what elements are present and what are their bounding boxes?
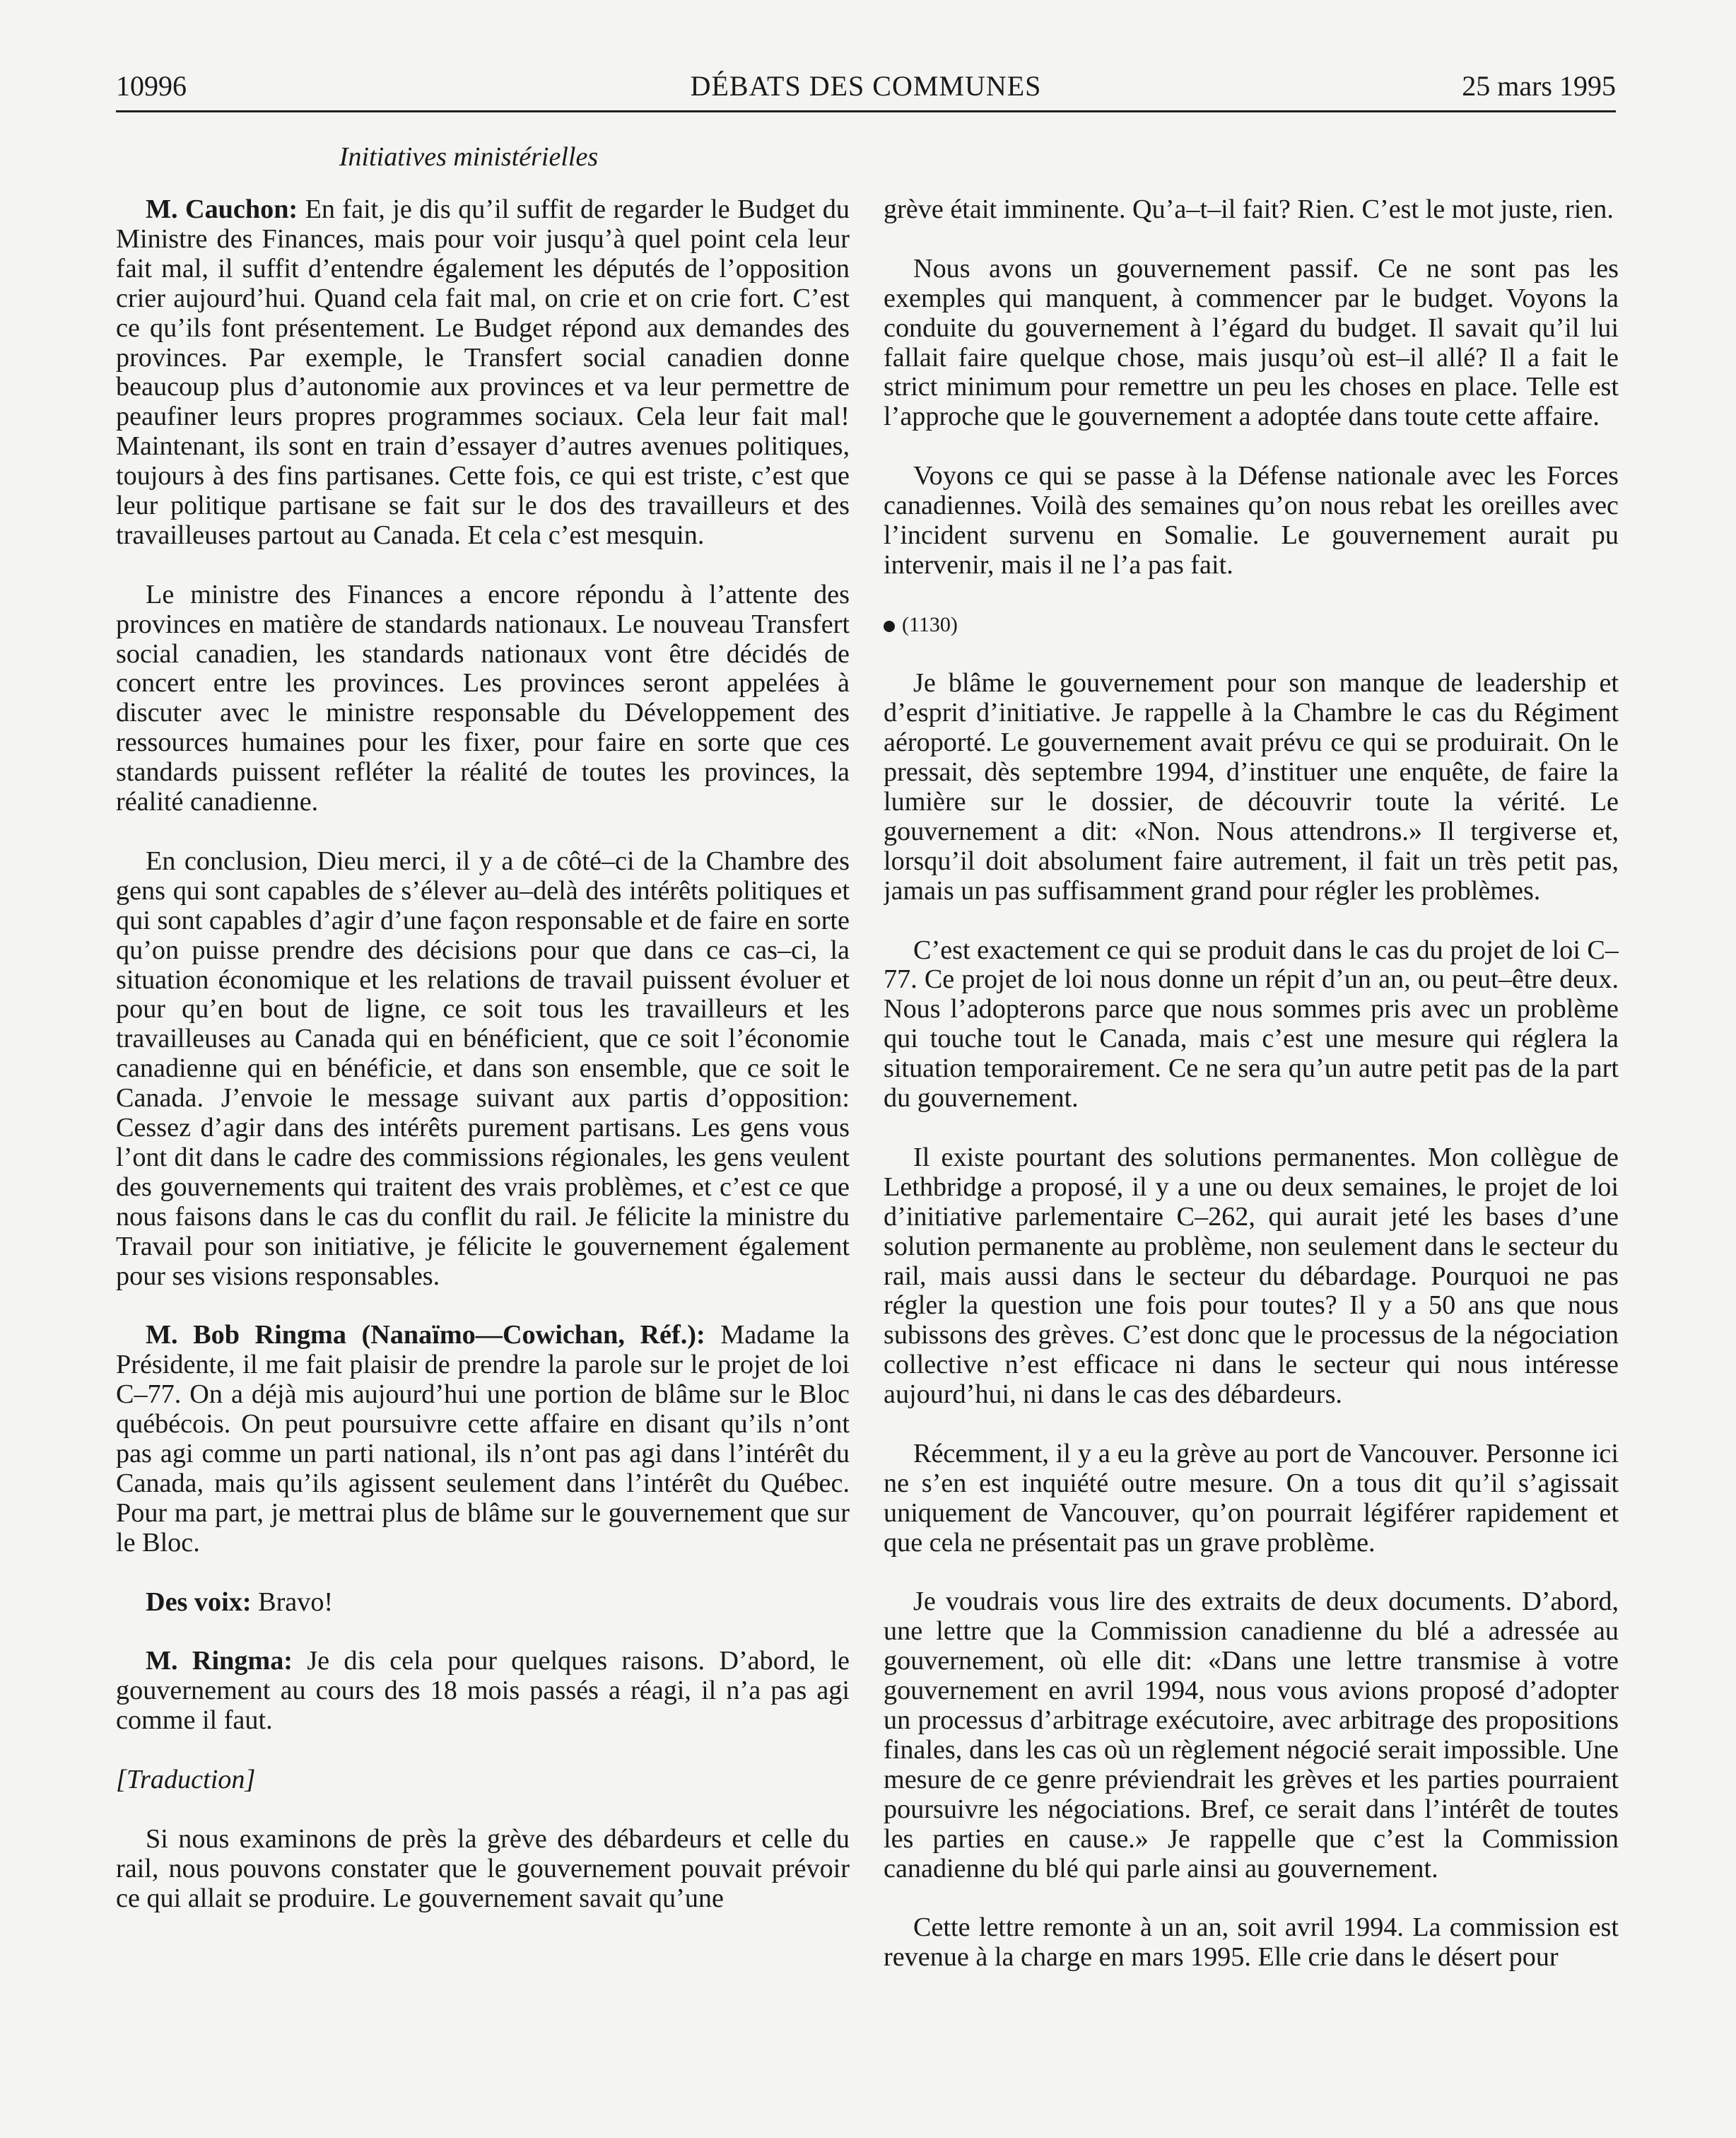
speaker-name: Des voix: (146, 1587, 252, 1617)
paragraph-text: En fait, je dis qu’il suffit de regarder le Budget du Ministre des Finances, mais pour voir jusqu’à quel point cela leur fait mal, il suffit d’entendre également les députés de l’opposition crier aujourd’hui. Quand cela fait mal, on crie et on crie fort. C’est ce qu’ils font présentement. Le Budget répond aux demandes des provinces. Par exemple, le Transfert social canadien donne beaucoup plus d’autonomie aux provinces et va leur permettre de peaufiner leurs propres programmes sociaux. Cela leur fait mal! Maintenant, ils sont en train d’essayer d’autres avenues politiques, toujours à des fins partisanes. Cette fois, ce qui est triste, c’est que leur politique partisane se fait sur le dos des travailleurs et des travailleuses partout au Canada. Et cela c’est mesquin. (116, 195, 850, 550)
paragraph: Récemment, il y a eu la grève au port de Vancouver. Personne ici ne s’en est inquiété outre mesure. On a tous dit qu’il s’agissait uniquement de Vancouver, qu’on pourrait légiférer rapidement et que cela ne présentait pas un grave problème. (884, 1438, 1619, 1558)
header-rule (116, 110, 1616, 112)
paragraph: Le ministre des Finances a encore répondu à l’attente des provinces en matière de standards nationaux. Le nouveau Transfert social canadien, les standards nationaux vont être décidés de concert entre les provinces. Les provinces seront appelées à discuter avec le ministre responsable du Développement des ressources humaines pour les fixer, pour faire en sorte que ces standards puissent refléter la réalité de toutes les provinces, la réalité canadienne. (116, 579, 850, 817)
translation-note: [Traduction] (116, 1764, 256, 1794)
right-column (884, 195, 1619, 2118)
speaker-name: M. Cauchon: (146, 195, 298, 224)
issue-date: 25 mars 1995 (1462, 70, 1616, 102)
paragraph (116, 1647, 850, 1736)
speaker-name: M. Ringma: (146, 1646, 293, 1676)
paragraph: Je blâme le gouvernement pour son manque de leadership et d’esprit d’initiative. Je rappelle à la Chambre le cas du Régiment aéroporté. Le gouvernement avait prévu ce qui se produirait. On le pressait, dès septembre 1994, d’instituer une enquête, de faire la lumière sur le dossier, de découvrir toute la vérité. Le gouvernement a dit: «Non. Nous attendrons.» Il tergiverse et, lorsqu’il doit absolument faire autrement, il fait un très petit pas, jamais un pas suffisamment grand pour régler les problèmes. (884, 668, 1619, 906)
section-title: Initiatives ministérielles (339, 142, 599, 172)
paragraph (116, 1588, 850, 1618)
paragraph: Voyons ce qui se passe à la Défense nationale avec les Forces canadiennes. Voilà des semaines qu’on nous rebat les oreilles avec l’incident survenu en Somalie. Le gouvernement aurait pu intervenir, mais il ne l’a pas fait. (884, 461, 1619, 580)
paragraph-text: Bravo! (251, 1587, 334, 1617)
paragraph (116, 195, 850, 551)
left-column (116, 195, 850, 2118)
paragraph: Il existe pourtant des solutions permanentes. Mon collègue de Lethbridge a proposé, il y a une ou deux semaines, le projet de loi d’initiative parlementaire C–262, qui aurait jeté les bases d’une solution permanente au problème, non seulement dans le secteur du rail, mais aussi dans le secteur du débardage. Pourquoi ne pas régler la question une fois pour toutes? Il y a 50 ans que nous subissons des grèves. C’est donc que le processus de la négociation collective n’est efficace ni dans le secteur qui nous intéresse aujourd’hui, ni dans le cas des débardeurs. (884, 1142, 1619, 1410)
paragraph (116, 1321, 850, 1558)
paragraph: En conclusion, Dieu merci, il y a de côté–ci de la Chambre des gens qui sont capables de s’élever au–delà des intérêts politiques et qui sont capables d’agir d’une façon responsable et de faire en sorte qu’on puisse prendre des décisions pour que dans ce cas–ci, la situation économique et les relations de travail puissent évoluer et pour qu’en bout de ligne, ce soit tous les travailleurs et les travailleuses au Canada qui en bénéficient, que ce soit l’économie canadienne qui en bénéficie, et dans son ensemble, que ce soit le Canada. J’envoie le message suivant aux partis d’opposition: Cessez d’agir dans des intérêts purement partisans. Les gens vous l’ont dit dans le cadre des commissions régionales, les gens veulent des gouvernements qui traitent des vrais problèmes, et c’est ce que nous faisons dans le cas du conflit du rail. Je félicite la ministre du Travail pour son initiative, je félicite le gouvernement également pour ses visions responsables. (116, 846, 850, 1291)
time-marker-text: (1130) (902, 612, 958, 636)
paragraph: Cette lettre remonte à un an, soit avril 1994. La commission est revenue à la charge en mars 1995. Elle crie dans le désert pour (884, 1912, 1619, 1973)
paragraph-text: Madame la Présidente, il me fait plaisir de prendre la parole sur le projet de loi C–77. On a déjà mis aujourd’hui une portion de blâme sur le Bloc québécois. On peut poursuivre cette affaire en disant qu’ils n’ont pas agi comme un parti national, ils n’ont pas agi dans l’intérêt du Canada, mais qu’ils agissent seulement dans l’intérêt du Québec. Pour ma part, je mettrai plus de blâme sur le gouvernement que sur le Bloc. (116, 1320, 850, 1558)
paragraph: Nous avons un gouvernement passif. Ce ne sont pas les exemples qui manquent, à commencer par le budget. Voyons la conduite du gouvernement à l’égard du budget. Il savait qu’il lui fallait faire quelque chose, mais jusqu’où est–il allé? Il a fait le strict minimum pour remettre un peu les choses en place. Telle est l’approche que le gouvernement a adoptée dans toute cette affaire. (884, 253, 1619, 432)
speaker-name: M. Bob Ringma (Nanaïmo—Cowichan, Réf.): (146, 1320, 705, 1350)
running-header (116, 69, 1616, 109)
publication-title: DÉBATS DES COMMUNES (690, 70, 1042, 102)
page-number: 10996 (116, 70, 187, 102)
paragraph: Si nous examinons de près la grève des débardeurs et celle du rail, nous pouvons constater que le gouvernement pouvait prévoir ce qui allait se produire. Le gouvernement savait qu’une (116, 1823, 850, 1913)
bullet-icon (884, 621, 895, 632)
paragraph: C’est exactement ce qui se produit dans le cas du projet de loi C–77. Ce projet de loi nous donne un répit d’un an, ou peut–être deux. Nous l’adopterons parce que nous sommes pris avec un problème qui touche tout le Canada, mais c’est une mesure qui réglera la situation temporairement. Ce ne sera qu’un autre petit pas de la part du gouvernement. (884, 935, 1619, 1114)
time-marker (884, 610, 1619, 640)
paragraph: grève était imminente. Qu’a–t–il fait? Rien. C’est le mot juste, rien. (884, 195, 1614, 224)
paragraph: Je voudrais vous lire des extraits de deux documents. D’abord, une lettre que la Commission canadienne du blé a adressée au gouvernement, où elle dit: «Dans une lettre transmise à votre gouvernement en avril 1994, nous vous avions proposé d’adopter un processus d’arbitrage exécutoire, avec arbitrage des propositions finales, dans les cas où un règlement négocié serait impossible. Une mesure de ce genre préviendrait les grèves et les parties pourraient poursuivre les négociations. Bref, ce serait dans l’intérêt de toutes les parties en cause.» Je rappelle que c’est la Commission canadienne du blé qui parle ainsi au gouvernement. (884, 1587, 1619, 1883)
paragraph-text: Je dis cela pour quelques raisons. D’abord, le gouvernement au cours des 18 mois passés a réagi, il n’a pas agi comme il faut. (116, 1646, 850, 1736)
